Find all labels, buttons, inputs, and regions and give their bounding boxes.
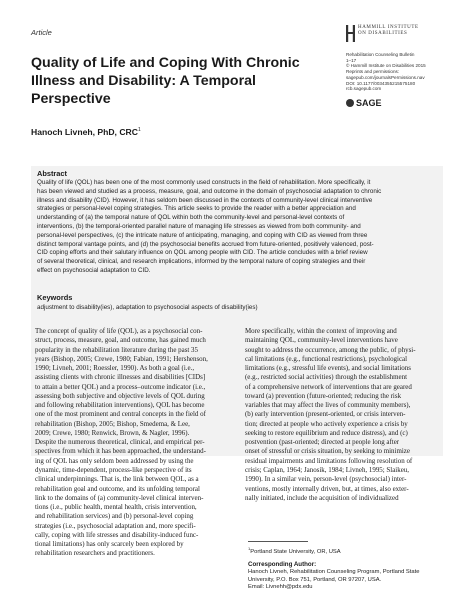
body-line: 1990). In a similar vein, person-level (psychosocial) inter- bbox=[245, 475, 407, 484]
abstract-line: of several theoretical, clinical, and research implications, informed by the temporal nature of coping strategies and their bbox=[37, 258, 366, 266]
copyright: © Hammill Institute on Disabilities 2015 bbox=[346, 63, 426, 69]
keywords-text: adjustment to disability(ies), adaptation to psychosocial aspects of disability(ies) bbox=[37, 304, 258, 311]
body-line: (e.g., restricted social activities) through the establishment bbox=[245, 373, 408, 382]
body-line: popularity in the rehabilitation literature during the past 35 bbox=[35, 345, 198, 354]
body-line: 2009; Crewe, 1980; Renwick, Brown, & Nagler, 1996). bbox=[35, 428, 190, 437]
body-line: cal limitations (e.g., functional restrictions), psychological bbox=[245, 354, 408, 363]
body-line: toward (a) prevention (future-oriented; reducing the risk bbox=[245, 391, 402, 400]
author-name: Hanoch Livneh, PhD, CRC bbox=[31, 127, 138, 137]
affiliation-footnote bbox=[248, 546, 341, 555]
body-line: Despite the numerous theoretical, clinical, and empirical per- bbox=[35, 438, 205, 447]
abstract-line: distinct temporal vantage points, and (d) the psychosocial benefits accrued from future-oriented, positively valenced, post- bbox=[37, 240, 374, 248]
body-line: variables that may affect the lives of community members), bbox=[245, 401, 411, 410]
body-line: struct, process, measure, goal, and outcome, has gained much bbox=[35, 336, 206, 345]
title-line: Perspective bbox=[31, 91, 111, 107]
doi[interactable]: DOI: 10.1177/0034355215575180 bbox=[346, 80, 416, 86]
body-line: maintaining QOL, community-level interventions have bbox=[245, 336, 398, 345]
journal-name: Rehabilitation Counseling Bulletin bbox=[346, 52, 415, 57]
corresponding-author-details bbox=[248, 569, 419, 592]
body-line: ventions, mostly internally driven, but, at times, also exter- bbox=[245, 484, 409, 493]
abstract-line: personal-level perspectives, (c) the intricate nature of anticipating, managing, and coping with CID as viewed from three bbox=[37, 231, 368, 239]
body-line: nally initiated, include the acquisition of individualized bbox=[245, 493, 399, 502]
body-line: (b) early intervention (present-oriented, or crisis interven- bbox=[245, 410, 406, 419]
abstract-heading: Abstract bbox=[37, 169, 67, 178]
body-line: and rehabilitation services) and (b) personal-level coping bbox=[35, 512, 194, 521]
body-line: years (Bishop, 2005; Crewe, 1980; Fabian, 1991; Hershenson, bbox=[35, 354, 208, 363]
title-line: Quality of Life and Coping With Chronic bbox=[31, 55, 300, 71]
body-line: ing of QOL has only seldom been addressed by using the bbox=[35, 456, 194, 465]
abstract-line: understanding of (a) the temporal nature of QOL within both the community-level and personal-level contexts of bbox=[37, 214, 345, 222]
body-line: seeking to restore equilibrium and reduce distress), and (c) bbox=[245, 428, 408, 437]
body-line: More specifically, within the context of improving and bbox=[245, 327, 397, 335]
sage-logo-text: SAGE bbox=[356, 98, 382, 108]
body-line: postvention (past-oriented; directed at people long after bbox=[245, 438, 400, 447]
publisher-name-line: ON DISABILITIES bbox=[358, 31, 408, 36]
body-line: limitations (e.g., stressful life events), and social limitations bbox=[245, 364, 411, 373]
body-line: of a comprehensive network of interventions that are geared bbox=[245, 382, 412, 391]
abstract-line: illness and disability (CID). However, it has seldom been discussed in the contexts of community-level clinical interventive bbox=[37, 196, 373, 204]
author-line bbox=[31, 127, 141, 137]
body-line: residual impairments and limitations following resolution of bbox=[245, 456, 413, 465]
abstract-text bbox=[37, 179, 439, 276]
page-range: 1–17 bbox=[346, 57, 357, 63]
body-line: cally, coping with life stresses and disability-induced func- bbox=[35, 530, 199, 539]
sage-logo-icon bbox=[346, 99, 354, 107]
body-line: rehabilitation goal and outcome, and its unfolding temporal bbox=[35, 484, 200, 493]
body-line: 1990; Livneh, 2001; Roessler, 1990). As both a goal (i.e., bbox=[35, 364, 195, 373]
corresponding-email[interactable]: Email: Livnehh@pdx.edu bbox=[248, 584, 313, 590]
footnote-mark: 1 bbox=[248, 546, 251, 551]
journal-info bbox=[346, 52, 466, 92]
sage-logo bbox=[346, 98, 382, 108]
corresponding-line: Hanoch Livneh, Rehabilitation Counseling Program, Portland State bbox=[248, 569, 420, 575]
publisher-name-line: HAMMILL INSTITUTE bbox=[358, 25, 419, 30]
body-line: tion; directed at people who actively experience a crisis by bbox=[245, 419, 408, 428]
publisher-logo bbox=[346, 25, 419, 42]
body-line: The concept of quality of life (QOL), as a psychosocial con- bbox=[35, 327, 203, 335]
paper-title bbox=[31, 54, 331, 108]
footnote-divider bbox=[248, 541, 308, 542]
abstract-line: effect on psychosocial adaptation to CID. bbox=[37, 266, 151, 274]
body-line: crisis; Caplan, 1964; Janosik, 1984; Livneh, 1995; Slaikeu, bbox=[245, 465, 409, 474]
abstract-line: Quality of life (QOL) has been one of the most commonly used constructs in the field of rehabilitation. More specifically, it bbox=[37, 179, 371, 186]
abstract-line: strategies or personal-level coping strategies. This article seeks to provide the reader with a better appreciation and bbox=[37, 205, 356, 213]
body-line: strategies (i.e., psychosocial adaptation and, more specifi- bbox=[35, 521, 196, 530]
body-line: rehabilitation researchers and practitioners. bbox=[35, 549, 155, 558]
body-line: onset of stressful or crisis situation, by seeking to minimize bbox=[245, 447, 410, 456]
body-line: and following rehabilitation interventions), QOL has become bbox=[35, 401, 205, 410]
title-line: Illness and Disability: A Temporal bbox=[31, 73, 256, 89]
keywords-heading: Keywords bbox=[37, 293, 73, 302]
body-column-left bbox=[35, 327, 245, 559]
body-line: clinical underpinnings. That is, the link between QOL, as a bbox=[35, 475, 199, 484]
body-line: tions (i.e., public health, mental health, crisis intervention, bbox=[35, 503, 197, 512]
body-column-right bbox=[245, 327, 455, 503]
body-line: assisting clients with chronic illnesses and disabilities [CIDs] bbox=[35, 373, 206, 382]
body-line: tional limitations) has only scarcely been explored by bbox=[35, 540, 184, 549]
reprints-label: Reprints and permissions: bbox=[346, 69, 400, 75]
abstract-line: CID coping efforts and their salutary influence on QOL among people with CID. The article concludes with a brief review bbox=[37, 249, 368, 257]
article-type-label: Article bbox=[31, 28, 52, 37]
abstract-line: interventions, (b) the temporal-oriented parallel nature of managing life stresses as viewed from both community- and bbox=[37, 222, 361, 230]
corresponding-line: University, P.O. Box 751, Portland, OR 97207, USA. bbox=[248, 576, 382, 583]
footnote-text: Portland State University, OR, USA bbox=[250, 548, 341, 555]
body-line: dynamic, time-dependent, process-like perspective of its bbox=[35, 465, 192, 474]
abstract-line: has been viewed and studied as a process, measure, goal, and outcome in the domain of psychosocial adaptation to chronic bbox=[37, 187, 382, 195]
permissions-link[interactable]: sagepub.com/journalsPermissions.nav bbox=[346, 74, 425, 80]
body-line: rehabilitation (Bishop, 2005; Bishop, Smedema, & Lee, bbox=[35, 419, 190, 428]
body-line: link to the domains of (a) community-level clinical interven- bbox=[35, 493, 204, 502]
body-line: one of the most prominent and central concepts in the field of bbox=[35, 410, 206, 419]
affiliation-mark: 1 bbox=[137, 127, 141, 134]
body-line: assessing both subjective and objective levels of QOL during bbox=[35, 391, 205, 400]
journal-site-link[interactable]: rcb.sagepub.com bbox=[346, 86, 382, 92]
body-line: to attain a better QOL) and a process–outcome indicator (i.e., bbox=[35, 382, 206, 391]
corresponding-author-heading: Corresponding Author: bbox=[248, 561, 317, 568]
body-line: spectives from which it has been approached, the understand- bbox=[35, 447, 206, 456]
body-line: sought to address the occurrence, among the public, of physi- bbox=[245, 345, 416, 354]
hammill-logo-icon bbox=[346, 25, 355, 42]
